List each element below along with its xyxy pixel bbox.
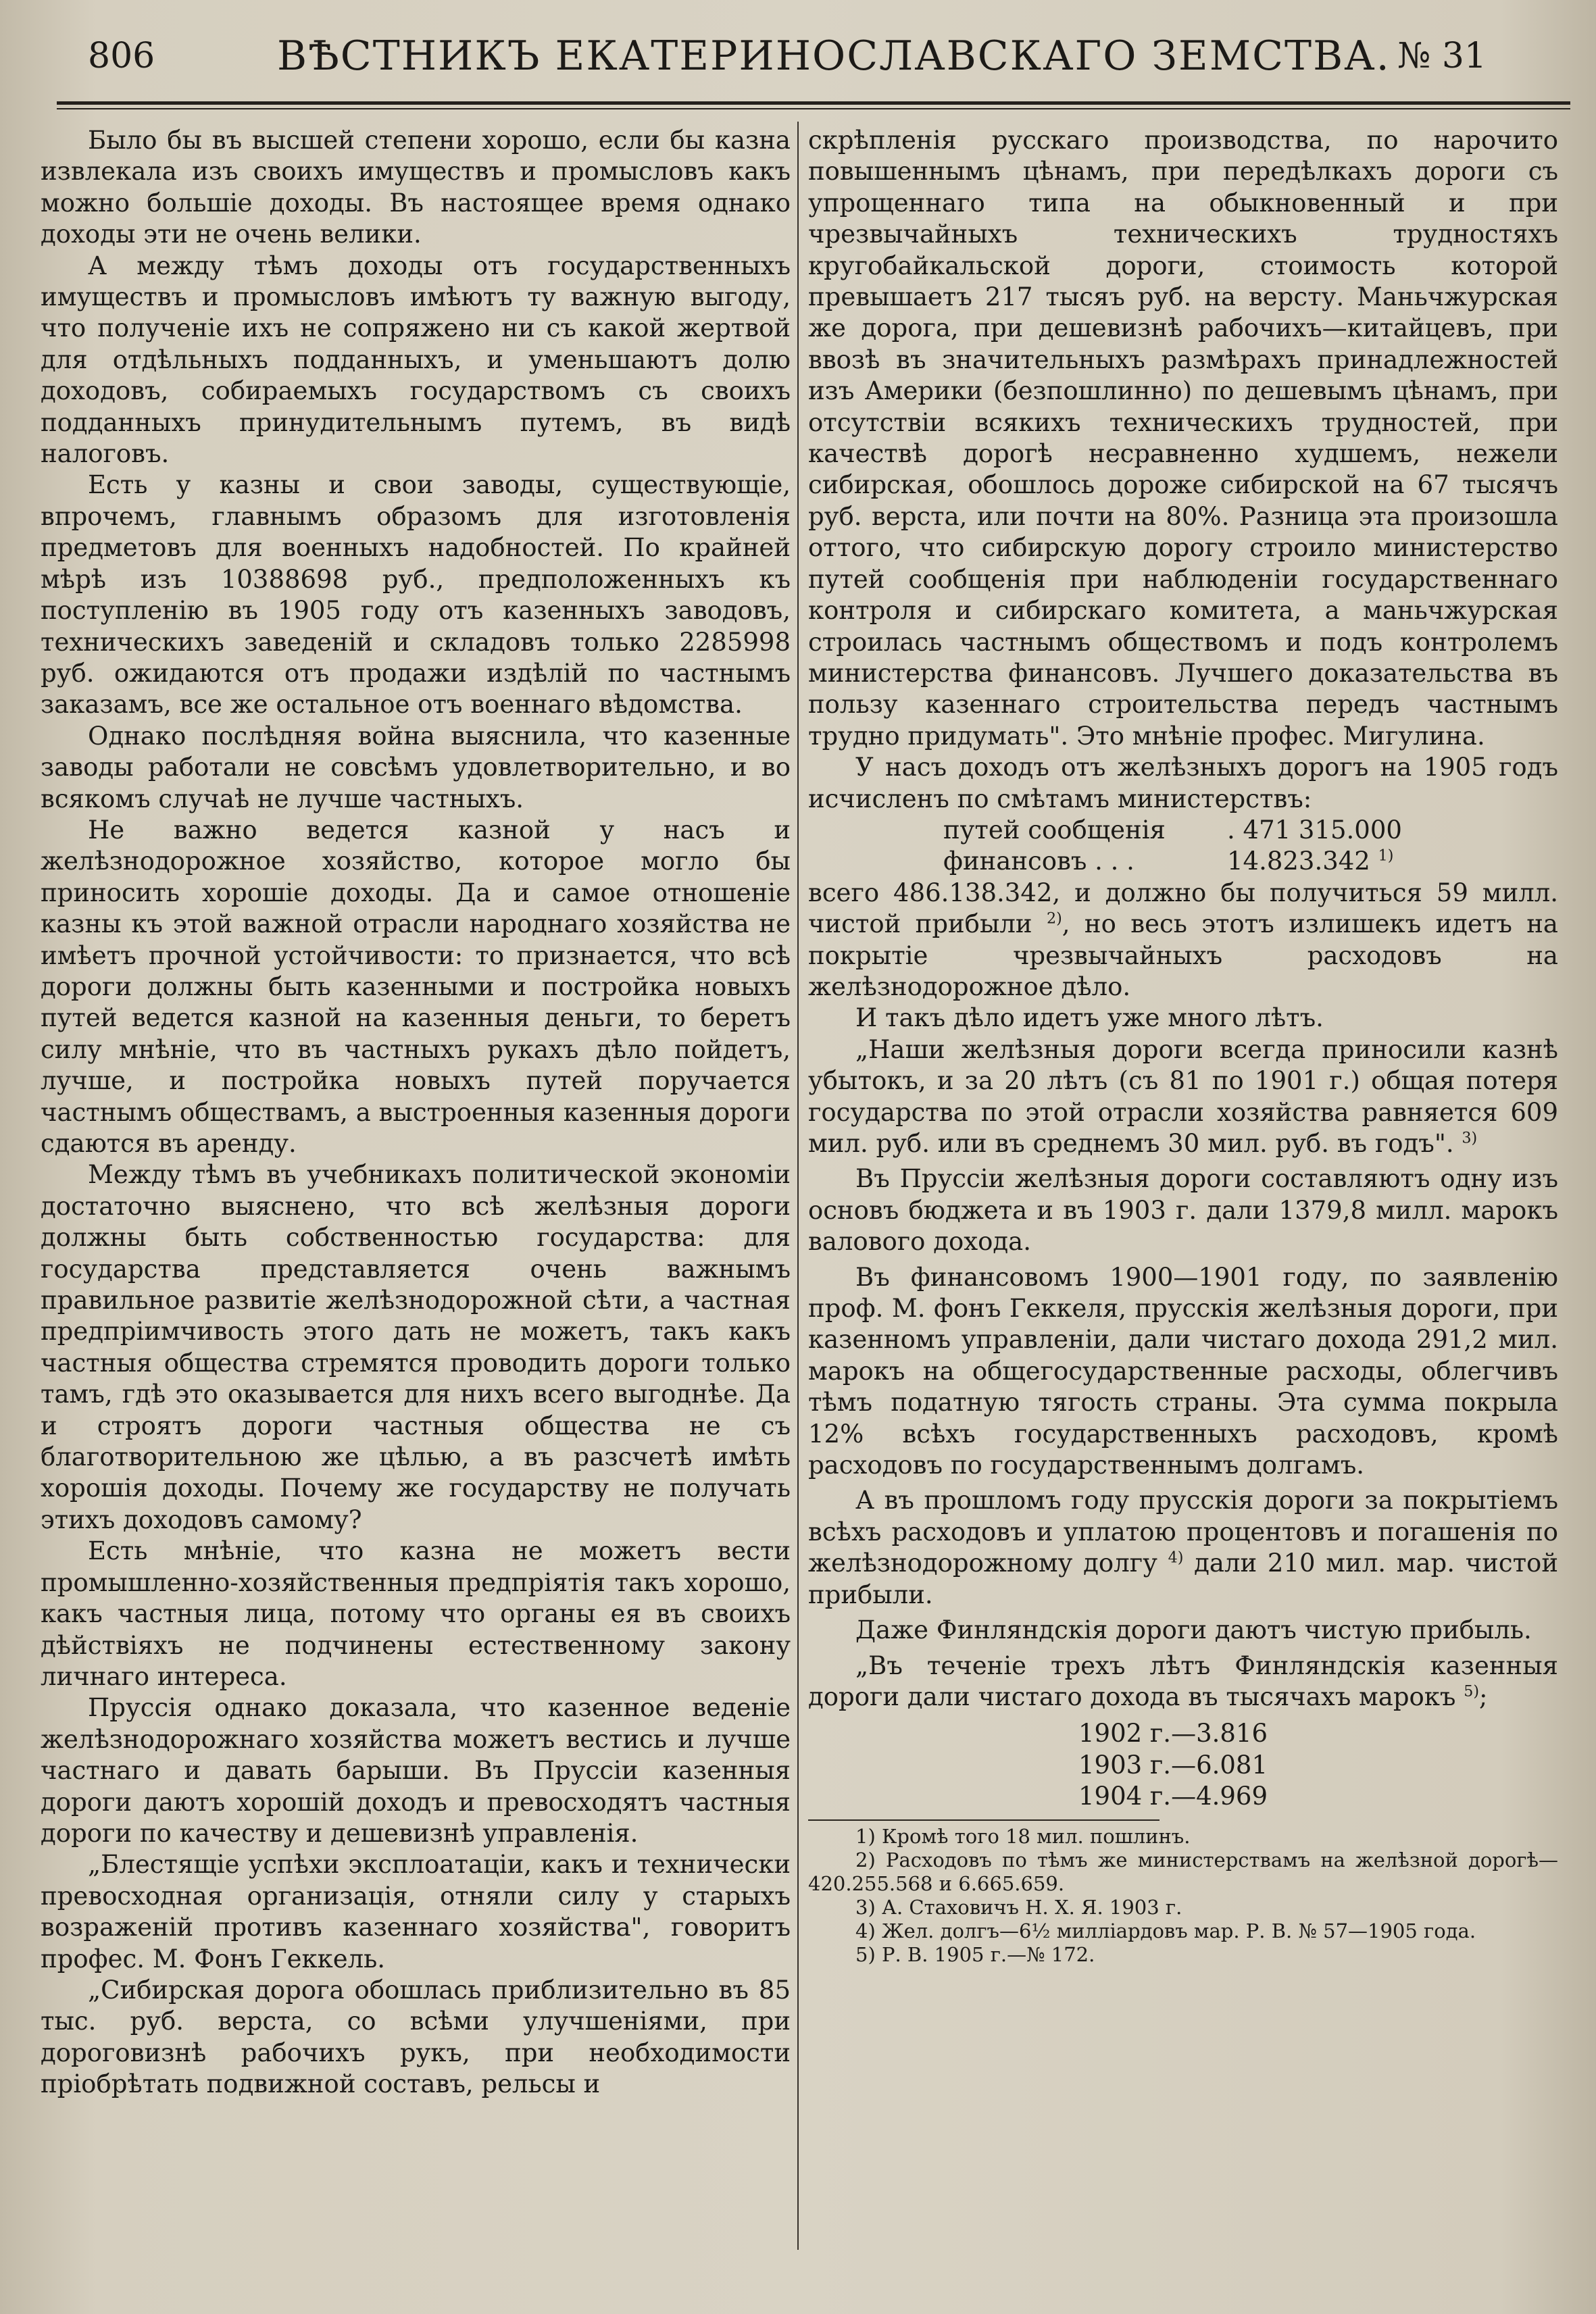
header-rule-thin xyxy=(57,108,1570,109)
footnote-ref: 2) xyxy=(1046,909,1062,928)
paragraph: Въ Пруссіи желѣзныя дороги составляютъ одну изъ основъ бюджета и въ 1903 г. дали 1379,8 милл. марокъ валового дохода. xyxy=(808,1164,1558,1257)
paragraph: У насъ доходъ отъ желѣзныхъ дорогъ на 1905 годъ исчисленъ по смѣтамъ министерствъ: xyxy=(808,753,1558,813)
text-run: всего 486.138.342, и должно бы получиться 59 милл. чистой прибыли xyxy=(808,878,1558,939)
footnote: 4) Жел. долгъ—6½ милліардовъ мар. Р. В. № 57—1905 года. xyxy=(855,1919,1476,1942)
text-run: А въ прошломъ году прусскія дороги за покрытіемъ всѣхъ расходовъ и уплатою процентовъ и погашенія по желѣзнодорожному долгу xyxy=(808,1486,1558,1578)
paragraph: А между тѣмъ доходы отъ государственныхъ имуществъ и промысловъ имѣютъ ту важную выгоду, что полученіе ихъ не сопряжено ни съ какой жертвой для отдѣльныхъ подданныхъ, и уменьшаютъ долю доходовъ, собираемыхъ государствомъ съ своихъ подданныхъ принудительнымъ путемъ, въ видѣ налоговъ. xyxy=(41,251,791,469)
issue-number: № 31 xyxy=(1397,36,1487,76)
column-divider xyxy=(797,122,799,2250)
paragraph: Даже Финляндскія дороги даютъ чистую прибыль. xyxy=(855,1615,1532,1645)
table-label: финансовъ . . . xyxy=(943,847,1134,876)
paragraph: Въ финансовомъ 1900—1901 году, по заявленію проф. М. фонъ Геккеля, прусскія желѣзныя дороги, при казенномъ управленіи, дали чистаго дохода 291,2 мил. марокъ на общегосударственные расходы, облегчивъ тѣмъ податную тягость страны. Эта сумма покрыла 12% всѣхъ государственныхъ расходовъ, кромѣ расходовъ по государственнымъ долгамъ. xyxy=(808,1262,1558,1480)
quote-paragraph: „Сибирская дорога обошлась приблизительно въ 85 тыс. руб. верста, со всѣми улучшеніями, при дороговизнѣ рабочихъ рукъ, при необходимости пріобрѣтать подвижной составъ, рельсы и xyxy=(41,1975,791,2099)
paragraph: Есть у казны и свои заводы, существующіе, впрочемъ, главнымъ образомъ для изготовленія предметовъ для военныхъ надобностей. По крайней мѣрѣ изъ 10388698 руб., предположенныхъ къ поступленію въ 1905 году отъ казенныхъ заводовъ, техническихъ заведеній и складовъ только 2285998 руб. ожидаются отъ продажи издѣлій по частнымъ заказамъ, все же остальное отъ военнаго вѣдомства. xyxy=(41,470,791,720)
year-row: 1903 г.—6.081 xyxy=(1078,1750,1268,1780)
text-run: „Въ теченіе трехъ лѣтъ Финляндскія казенныя дороги дали чистаго дохода въ тысячахъ марокъ xyxy=(808,1651,1558,1711)
table-row xyxy=(943,846,1558,877)
paragraph xyxy=(808,878,1558,1003)
paragraph: Было бы въ высшей степени хорошо, если бы казна извлекала изъ своихъ имуществъ и промысловъ какъ можно большіе доходы. Въ настоящее время однако доходы эти не очень велики. xyxy=(41,126,791,249)
text-run: дали 210 мил. мар. чистой прибыли. xyxy=(808,1549,1558,1609)
paragraph xyxy=(808,1485,1558,1611)
footnotes xyxy=(808,1825,1558,1967)
table-value-number: 14.823.342 xyxy=(1227,847,1370,876)
year-row: 1904 г.—4.969 xyxy=(1078,1782,1268,1811)
footnote-ref: 3) xyxy=(1462,1129,1478,1147)
paragraph: Не важно ведется казной у насъ и желѣзнодорожное хозяйство, которое могло бы приносить хорошіе доходы. Да и самое отношеніе казны къ этой важной отрасли народнаго хозяйства не имѣетъ прочной устойчивости: то признается, что всѣ дороги должны быть казенными и постройка новыхъ путей ведется казной на казенныя деньги, то беретъ силу мнѣніе, что въ частныхъ рукахъ дѣло пойдетъ, лучше, и постройка новыхъ путей поручается частнымъ обществамъ, а выстроенныя казенныя дороги сдаются въ аренду. xyxy=(41,815,791,1158)
table-label: путей сообщенія xyxy=(943,815,1166,845)
footnote-ref: 5) xyxy=(1464,1682,1480,1701)
header-rule xyxy=(57,101,1570,105)
footnote: 2) Расходовъ по тѣмъ же министерствамъ на желѣзной дорогѣ—420.255.568 и 6.665.659. xyxy=(808,1848,1558,1895)
left-column xyxy=(41,125,791,2101)
footnote: 1) Кромѣ того 18 мил. пошлинъ. xyxy=(855,1824,1191,1848)
paragraph: Однако послѣдняя война выяснила, что казенные заводы работали не совсѣмъ удовлетворительно, и во всякомъ случаѣ не лучше частныхъ. xyxy=(41,721,791,813)
running-head xyxy=(47,19,1514,93)
journal-title: ВѢСТНИКЪ ЕКАТЕРИНОСЛАВСКАГО ЗЕМСТВА. xyxy=(277,32,1391,80)
paragraph-continued: скрѣпленія русскаго производства, по нарочито повышеннымъ цѣнамъ, при передѣлкахъ дороги съ упрощеннаго типа на обыкновенный и при чрезвычайныхъ техническихъ трудностяхъ кругобайкальской дороги, стоимость которой превышаетъ 217 тысяъ руб. на версту. Маньчжурская же дорога, при дешевизнѣ рабочихъ—китайцевъ, при ввозѣ въ значительныхъ размѣрахъ принадлежностей изъ Америки (безпошлинно) по дешевымъ цѣнамъ, при отсутствіи всякихъ техническихъ трудностей, при качествѣ дорогѣ несравненно худшемъ, нежели сибирская, обошлось дороже сибирской на 67 тысячъ руб. верста, или почти на 80%. Разница эта произошла оттого, что сибирскую дорогу строило министерство путей сообщенія при наблюденіи государственнаго контроля и сибирскаго комитета, а маньчжурская строилась частнымъ обществомъ и подъ контролемъ министерства финансовъ. Лучшего доказательства въ пользу казеннаго строительства передъ частнымъ трудно придумать". Это мнѣніе профес. Мигулина. xyxy=(808,126,1558,751)
right-column xyxy=(808,125,1558,1967)
footnote: 5) Р. В. 1905 г.—№ 172. xyxy=(855,1942,1095,1966)
page-number: 806 xyxy=(88,36,155,76)
revenue-table xyxy=(943,815,1558,878)
quote-paragraph xyxy=(808,1034,1558,1160)
table-value xyxy=(1227,846,1393,877)
year-row: 1902 г.—3.816 xyxy=(1078,1719,1268,1749)
table-row xyxy=(943,815,1558,846)
table-value: . 471 315.000 xyxy=(1227,815,1402,845)
paragraph: Пруссія однако доказала, что казенное веденіе желѣзнодорожнаго хозяйства можетъ вестись и лучше частнаго и давать барыши. Въ Пруссіи казенныя дороги даютъ хорошій доходъ и превосходятъ частныя дороги по качеству и дешевизнѣ управленія. xyxy=(41,1693,791,1848)
paragraph: И такъ дѣло идетъ уже много лѣтъ. xyxy=(855,1003,1324,1033)
text-run: ; xyxy=(1479,1682,1488,1711)
paragraph: Между тѣмъ въ учебникахъ политической экономіи достаточно выяснено, что всѣ желѣзныя дороги должны быть собственностью государства: для государства представляется очень важнымъ правильное развитіе желѣзнодорожной сѣти, а частная предпріимчивость этого дать не можетъ, такъ какъ частныя общества стремятся проводить дороги только тамъ, гдѣ это оказывается для нихъ всего выгоднѣе. Да и строятъ дороги частныя общества не съ благотворительною же цѣлью, а въ разсчетѣ имѣть хорошія доходы. Почему же государству не получать этихъ доходовъ самому? xyxy=(41,1160,791,1534)
yearly-income-list xyxy=(1078,1718,1558,1812)
footnote-ref: 1) xyxy=(1378,847,1394,865)
quote-paragraph: „Блестящіе успѣхи эксплоатаціи, какъ и технически превосходная организація, отняли силу у старыхъ возраженій противъ казеннаго хозяйства", говоритъ профес. М. Фонъ Геккель. xyxy=(41,1850,791,1973)
footnote-ref: 4) xyxy=(1168,1549,1184,1567)
paragraph: Есть мнѣніе, что казна не можетъ вести промышленно-хозяйственныя предпріятія такъ хорошо, какъ частныя лица, потому что органы ея въ своихъ дѣйствіяхъ не подчинены естественному закону личнаго интереса. xyxy=(41,1536,791,1691)
footnote: 3) А. Стаховичъ Н. Х. Я. 1903 г. xyxy=(855,1895,1182,1919)
footnote-rule xyxy=(808,1819,1159,1821)
text-run: „Наши желѣзныя дороги всегда приносили казнѣ убытокъ, и за 20 лѣтъ (съ 81 по 1901 г.) общая потеря государства по этой отрасли хозяйства равняется 609 мил. руб. или въ среднемъ 30 мил. руб. въ годъ". xyxy=(808,1034,1558,1158)
text-run: , но весь этотъ излишекъ идетъ на покрытіе чрезвычайныхъ расходовъ на желѣзнодорожное дѣло. xyxy=(808,909,1558,1001)
quote-paragraph xyxy=(808,1651,1558,1713)
